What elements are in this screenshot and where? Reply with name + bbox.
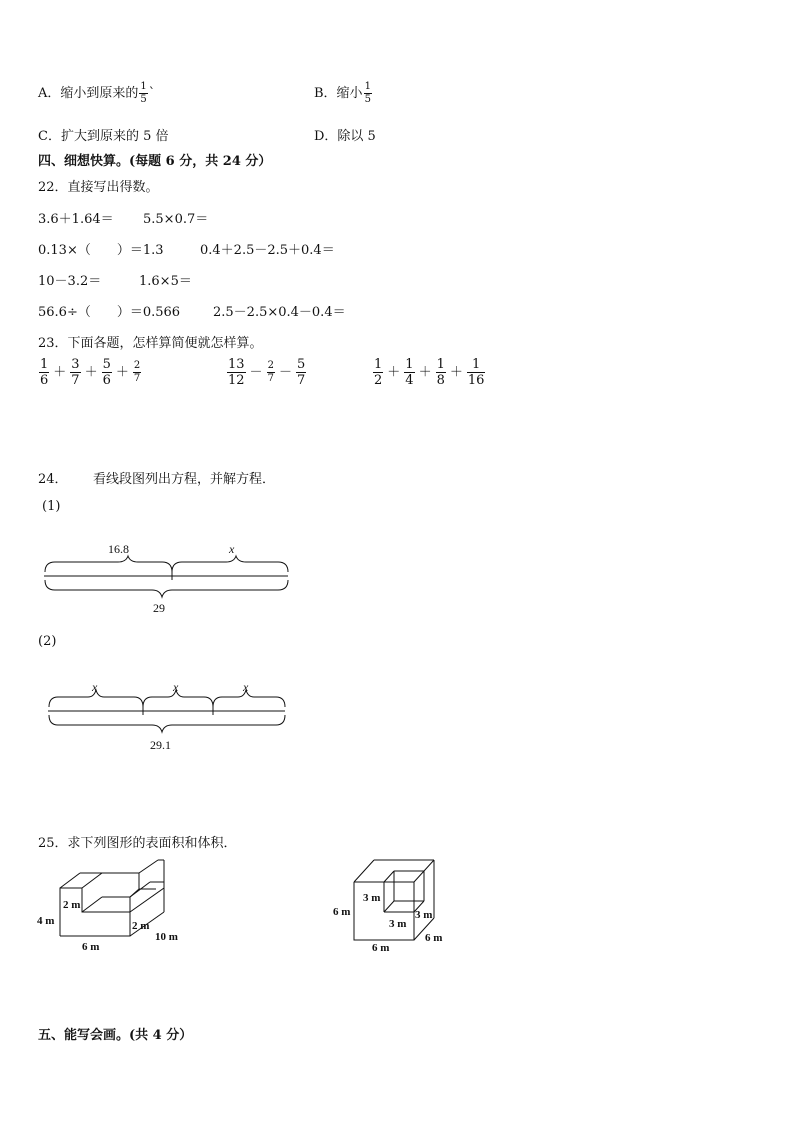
q22-item-6: 1.6×5＝	[139, 274, 192, 289]
choice-a-text: A．缩小到原来的	[38, 86, 139, 101]
operator: ＋	[418, 365, 432, 380]
q23-expression-2	[226, 358, 307, 387]
choice-b-text: B．缩小	[314, 86, 363, 101]
segment-label-x: x	[92, 680, 98, 694]
label-depth: 10 m	[155, 931, 178, 943]
section-five-title: 五、能写会画。(共 4 分）	[38, 1028, 193, 1043]
q22-label: 22．直接写出得数。	[38, 180, 159, 195]
operator: ＋	[84, 365, 98, 380]
fraction: $\frac{13}{12}$	[228, 357, 245, 388]
bottom-brace	[45, 580, 288, 597]
front-face	[60, 888, 130, 936]
label-step-height: 2 m	[63, 899, 81, 911]
fraction: $\frac{3}{7}$	[71, 357, 80, 388]
choice-b-fraction: $\frac{1}{5}$	[364, 81, 371, 105]
choice-d: D．除以 5	[314, 129, 376, 144]
top-brace-right	[172, 556, 288, 572]
fraction: $\frac{5}{6}$	[102, 357, 111, 388]
q22-item-5: 10－3.2＝	[38, 274, 102, 289]
segment-label-29-1: 29.1	[150, 738, 171, 752]
label-height-left: 4 m	[37, 915, 55, 927]
operator: ＋	[115, 365, 129, 380]
label-width: 6 m	[372, 942, 390, 954]
operator: ＋	[387, 365, 401, 380]
q24-part-1: (1)	[42, 499, 61, 514]
fraction: $\frac{1}{2}$	[374, 357, 383, 388]
choice-a-tail: `	[148, 86, 156, 101]
label-height: 6 m	[333, 906, 351, 918]
q23-expression-1	[38, 358, 142, 387]
top-brace-3	[213, 690, 285, 707]
label-depth: 6 m	[425, 932, 443, 944]
bottom-brace	[49, 715, 285, 732]
fraction: $\frac{2}{7}$	[133, 360, 141, 384]
q23-expression-3	[372, 358, 486, 387]
label-lower-step-height: 2 m	[132, 920, 150, 932]
label-width: 6 m	[82, 941, 100, 953]
segment-label-29: 29	[153, 601, 165, 615]
q22-item-4: 0.4＋2.5－2.5＋0.4＝	[200, 243, 335, 258]
q22-item-8: 2.5－2.5×0.4－0.4＝	[213, 305, 346, 320]
choice-a-fraction: $\frac{1}{5}$	[140, 81, 147, 105]
operator: ＋	[53, 365, 67, 380]
choice-c: C．扩大到原来的 5 倍	[38, 129, 169, 144]
fraction: $\frac{1}{6}$	[40, 357, 49, 388]
segment-diagram-1	[40, 538, 295, 618]
top-brace-left	[45, 556, 172, 572]
label-hole-depth: 3 m	[389, 918, 407, 930]
section-four-title: 四、细想快算。(每题 6 分，共 24 分）	[38, 154, 272, 169]
operator: ＋	[449, 365, 463, 380]
choice-a	[38, 82, 155, 105]
q23-label: 23．下面各题，怎样算简便就怎样算。	[38, 336, 263, 351]
q22-item-2: 5.5×0.7＝	[143, 212, 209, 227]
q25-label: 25．求下列图形的表面积和体积．	[38, 836, 237, 851]
choice-b	[314, 82, 373, 105]
q24-part-2: (2)	[38, 634, 57, 649]
fraction: $\frac{1}{4}$	[405, 357, 414, 388]
q22-item-7: 56.6÷（ ）＝0.566	[38, 305, 181, 320]
fraction: $\frac{5}{7}$	[296, 357, 306, 388]
fraction: $\frac{1}{16}$	[467, 357, 485, 388]
q24-number: 24．	[38, 472, 68, 487]
fraction: $\frac{1}{8}$	[436, 357, 445, 388]
q24-label: 看线段图列出方程，并解方程．	[93, 472, 276, 487]
label-hole-height: 3 m	[415, 909, 433, 921]
q22-item-3: 0.13×（ ）＝1.3	[38, 243, 164, 258]
q22-item-1: 3.6＋1.64＝	[38, 212, 114, 227]
operator: －	[249, 365, 263, 380]
label-hole-width: 3 m	[363, 892, 381, 904]
segment-label-x: x	[243, 680, 249, 694]
segment-label-16-8: 16.8	[108, 542, 129, 556]
segment-diagram-2	[44, 673, 294, 755]
operator: －	[278, 365, 292, 380]
step-solid-figure	[36, 858, 196, 954]
notched-cube-figure	[330, 852, 450, 956]
segment-label-x: x	[229, 542, 235, 556]
segment-label-x: x	[173, 680, 179, 694]
fraction: $\frac{2}{7}$	[267, 360, 274, 384]
